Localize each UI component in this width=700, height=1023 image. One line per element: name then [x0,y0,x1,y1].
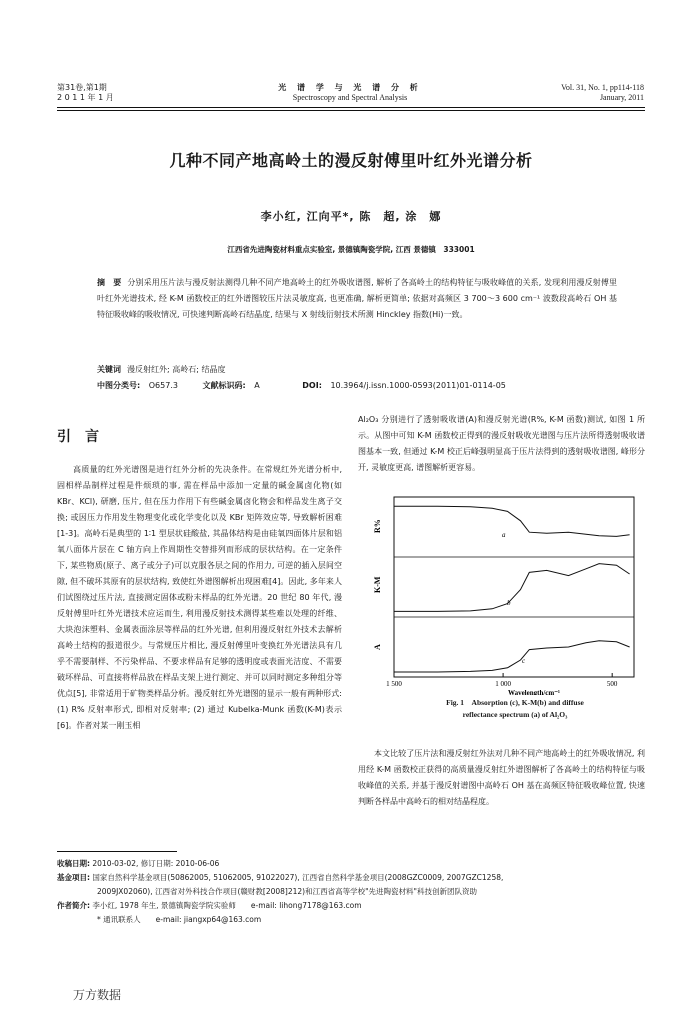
plot-frame [394,497,634,677]
keywords-text: 漫反射红外; 高岭石; 结晶度 [127,365,226,374]
intro-right-column-bottom: 本文比较了压片法和漫反射红外法对几种不同产地高岭土的红外吸收情况, 利用经 K-M 函数校正获得的高质量漫反射红外谱图解析了各高岭土的结构特征与吸收峰值的关系, 并基于漫反射谱图中高岭石 OH 基在高频区特征吸收峰位置, 快速判断各样品中高岭石的相对结晶程度。 [358,749,645,806]
journal-name-cn: 光 谱 学 与 光 谱 分 析 [278,83,422,92]
curve-label-c: c [522,657,526,665]
journal-name-en: Spectroscopy and Spectral Analysis [292,93,408,102]
x-tick-label: 1 000 [495,680,511,688]
date-cn: 2 0 1 1 年 1 月 [57,93,114,102]
fund-text-1: 国家自然科学基金项目(50862005, 51062005, 91022027), 江西省自然科学基金项目(2008GZC0009, 2007GZC1258, [92,873,504,882]
class-label: 中图分类号: [97,381,141,390]
date-en: January, 2011 [599,93,644,102]
article-authors: 李小红, 江向平*, 陈 超, 涂 娜 [260,210,442,223]
curve-label-a: a [502,531,506,539]
intro-left-column: 高质量的红外光谱图是进行红外分析的先决条件。在常规红外光谱分析中, 固相样品制样过程是件烦琐的事, 需在样品中添加一定量的碱金属卤化物(如 KBr、KCl), 研磨, 压片, 但在压力作用下有些碱金属卤化物会和样品发生离子交换; 或因压力作用发生物理变化或化学变化以及 KBr 矩阵效应等, 导致解析困难[1-3]。高岭石是典型的 1∶1 型层状硅酸盐, 其晶体结构是由硅氧四面体片层和铝氧八面体片层在 C 轴方向上作周期性交替排列而形成的层状结构。在一定条件下, 某些物质(原子、离子或分子)可以克服各层之间的作用力, 可逆的插入层间空隙, 但不破坏其原有的层状结构, 致使红外谱图解析出现困难[4]。因此, 多年来人们试图绕过压片法, 直接测定固体或粉末样品的红外光谱。20 世纪 80 年代, 漫反射傅里叶红外光谱技术应运而生, 利用漫反射技术测得某些难以处理的纤维、大块泡沫塑料、金属表面涂层等样品的红外光谱, 但利用漫反射红外技术去解析高岭土结构的报道很少。与常规压片相比, 漫反射傅里叶变换红外光谱法具有几乎不需要制样、不污染样品、不要求样品有足够的透明度或表面光洁度、不需要破坏样品、可直接将样品放在样品支架上进行测定、并可以同时测定多种组分等优点[5], 非常适用于矿物类样品分析。漫反射红外光谱图的显示一般有两种形式: (1) R% 反射率形式, 即相对反射率; (2) 通过 Kubelka-Munk 函数(K-M)表示[6]。作者对某一刚玉相 [57,465,342,730]
received-label: 收稿日期: [57,859,90,868]
footnotes [57,857,647,927]
intro-right-column-top: Al₂O₃ 分别进行了透射吸收谱(A)和漫反射光谱(R%, K-M 函数)测试, 如图 1 所示。从图中可知 K-M 函数校正得到的漫反射吸收光谱图与压片法所得透射吸收谱图基本一致, 但通过 K-M 校正后峰强明显高于压片法得到的透射吸收谱图, 峰形分开, 灵敏度更高, 谱图解析更容易。 [358,415,645,472]
keywords-line [97,362,617,378]
figure-caption [400,697,630,721]
abstract [97,275,617,323]
bio-text: 李小红, 1978 年生, 景德镇陶瓷学院实验师 e-mail: lihong7178@163.com [92,901,362,910]
footnote-received [57,857,647,871]
curve-a [394,506,630,536]
spectrum-chart [372,495,637,695]
footnote-fund [57,871,647,885]
fund-label: 基金项目: [57,873,90,882]
volume-cn: 第31卷,第1期 [57,83,107,92]
abstract-text: 分别采用压片法与漫反射法测得几种不同产地高岭土的红外吸收谱图, 解析了各高岭土的结构特征与吸收峰值的关系, 发现利用漫反射傅里叶红外光谱技术, 经 K-M 函数校正的红外谱图较压片法灵敏度高, 也更准确, 解析更简单; 依据对高频区 3 700～3 600 cm⁻¹ 波数段高岭石 OH 基特征吸收峰的吸收情况, 可快速判断高岭石结晶度, 结果与 X 射线衍射技术所测 Hinckley 指数(Hi)一致。 [97,278,617,319]
volume-en: Vol. 31, No. 1, pp114-118 [561,83,644,92]
keywords-block [97,362,617,394]
classification-line [97,378,617,394]
header-rule-thick [57,107,645,108]
x-axis-ticks [386,673,618,688]
caption-line-1: Fig. 1 Absorption (c), K-M(b) and diffuse [446,698,584,707]
corresponding-contact: * 通讯联系人 e-mail: jiangxp64@163.com [97,915,262,924]
figure-1 [372,495,637,699]
x-tick-label: 500 [606,680,618,688]
article-affiliation: 江西省先进陶瓷材料重点实验室, 景德镇陶瓷学院, 江西 景德镇 333001 [227,245,475,254]
header-rule-thin [57,110,645,111]
article-title: 几种不同产地高岭土的漫反射傅里叶红外光谱分析 [169,151,533,170]
bio-label: 作者简介: [57,901,90,910]
received-text: 2010-03-02, 修订日期: 2010-06-06 [92,859,220,868]
running-header-left [57,83,114,103]
y-label-a: A [373,644,382,650]
doi-label: DOI: [302,381,322,390]
caption-line-2: reflectance spectrum (a) of Al₂O₃ [462,710,568,719]
doc-code-label: 文献标识码: [202,381,246,390]
fund-text-2: 2009JX02060), 江西省对外科技合作项目(赣财教[2008]212)和江西省高等学校"先进陶瓷材料"科技创新团队资助 [97,887,477,896]
y-label-km: K-M [373,576,382,593]
curve-b [394,564,630,612]
keywords-label: 关键词 [97,365,121,374]
x-tick-label: 1 500 [386,680,402,688]
curve-label-b: b [507,599,511,607]
y-label-r: R% [373,519,382,533]
abstract-label: 摘 要 [97,278,122,287]
watermark-wanfang: 万方数据 [73,988,122,1002]
x-axis-label: Wavelength/cm⁻¹ [507,689,561,695]
doc-code-value: A [254,381,260,390]
footnote-rule [57,851,177,852]
class-value: O657.3 [148,381,178,390]
section-heading-intro: 引言 [57,429,113,445]
doi-value: 10.3964/j.issn.1000-0593(2011)01-0114-05 [330,381,506,390]
curve-c [394,641,630,672]
running-header-right [561,83,644,103]
running-header-center [230,83,470,103]
footnote-bio [57,899,647,913]
